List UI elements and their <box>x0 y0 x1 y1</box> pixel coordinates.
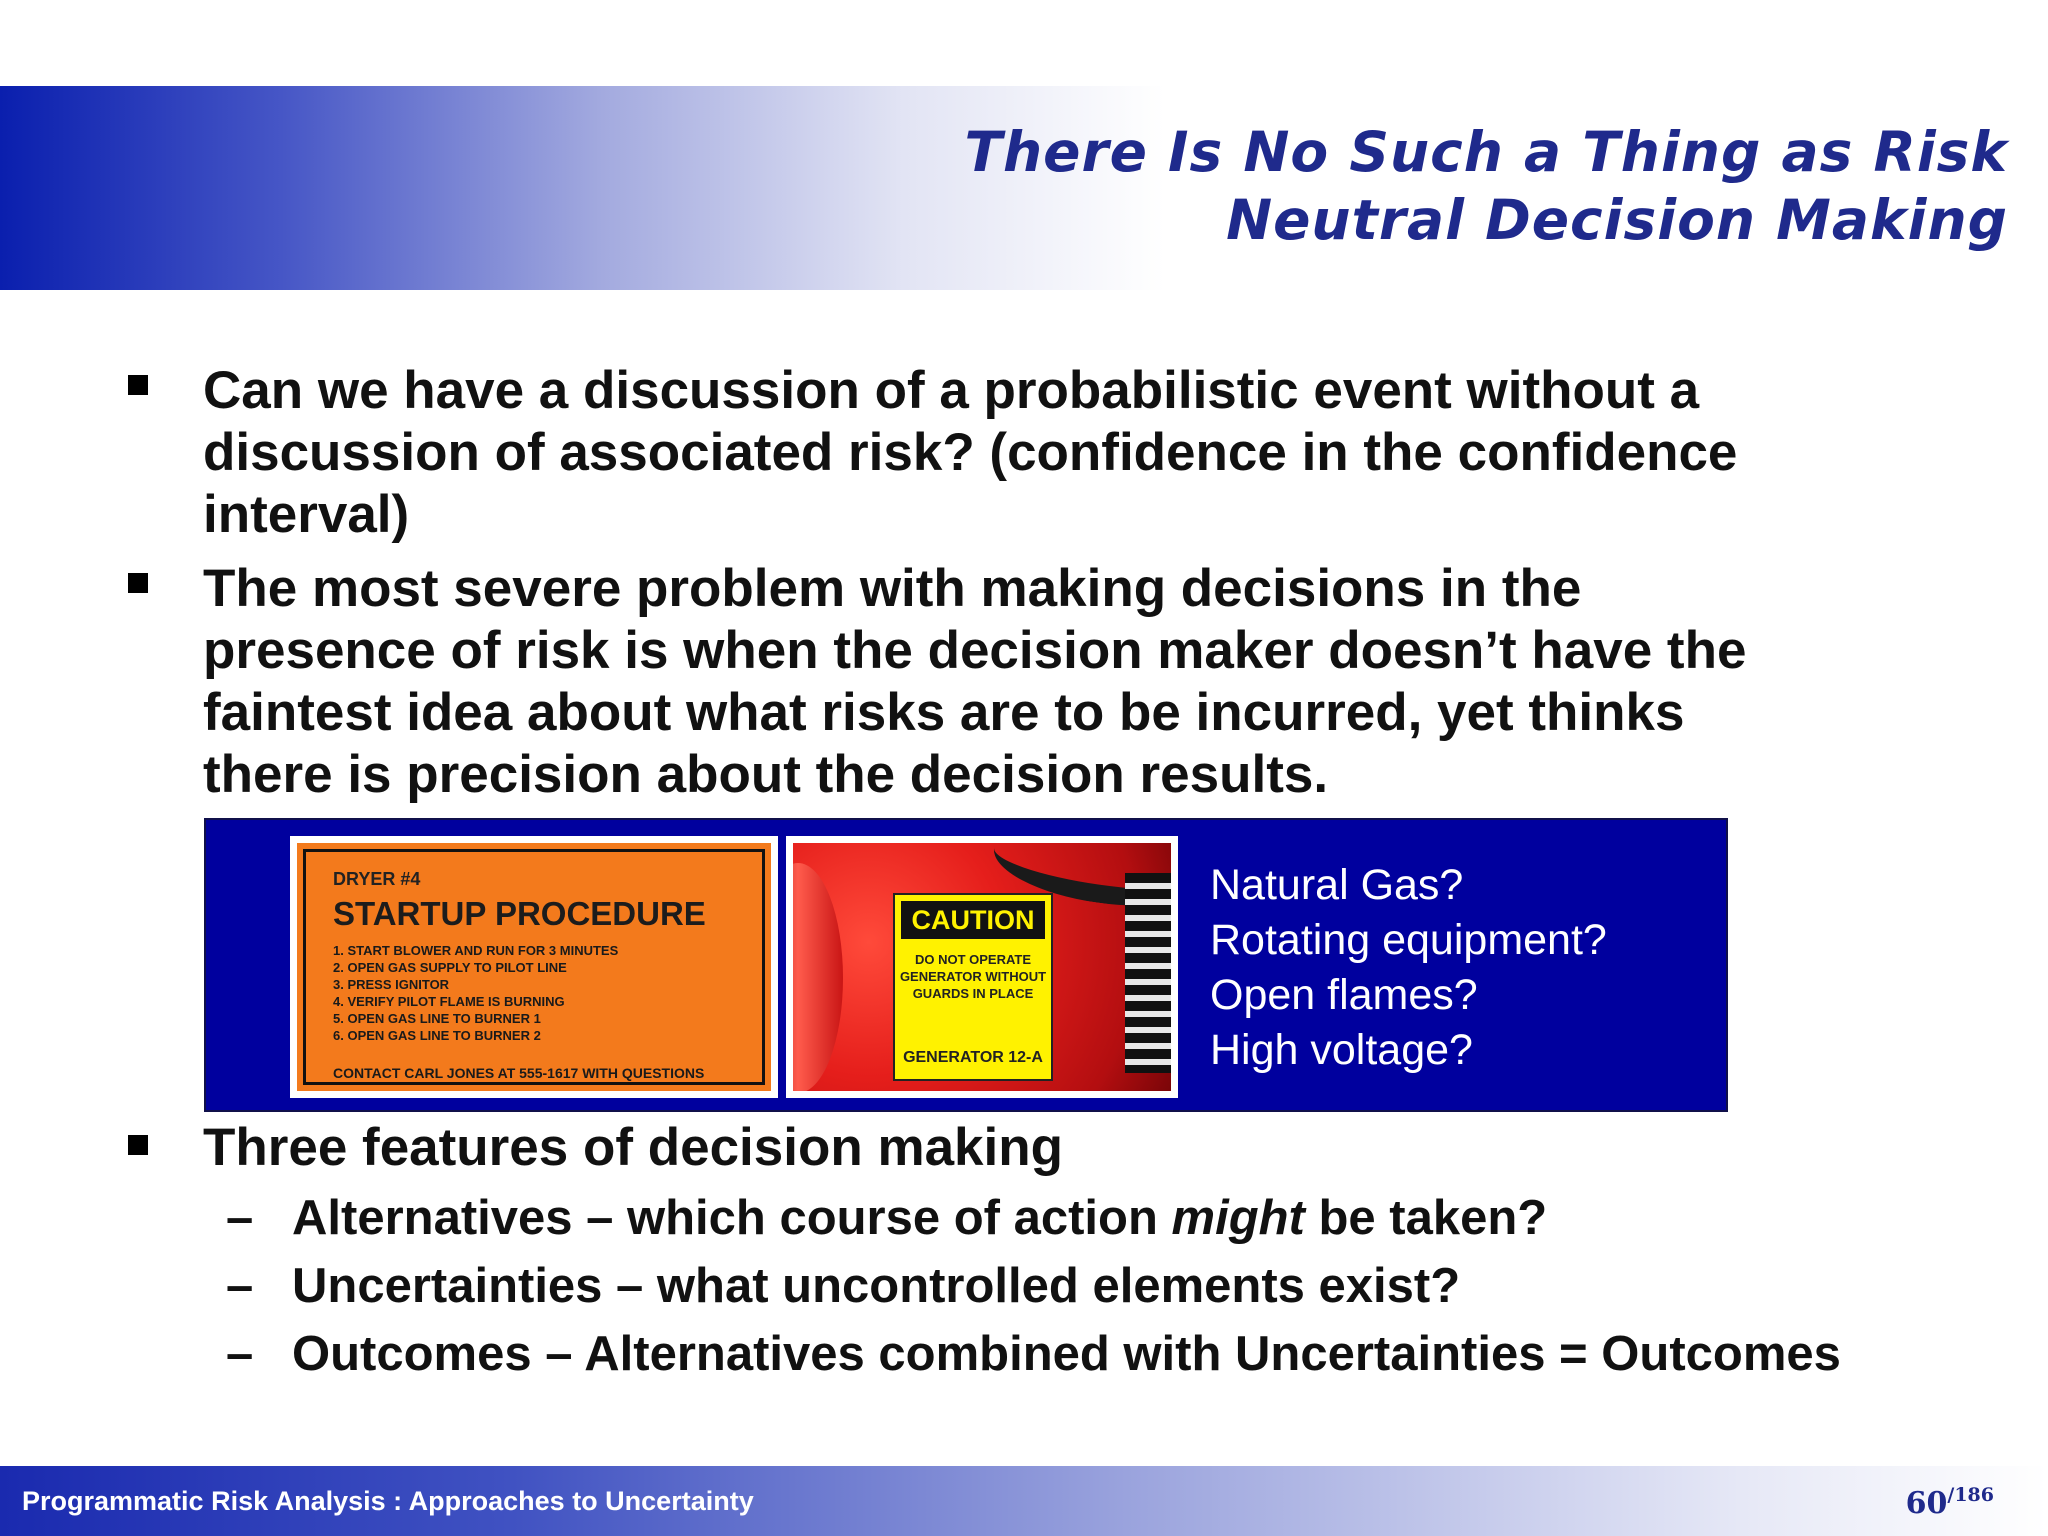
startup-procedure-sign-image <box>290 836 778 1098</box>
square-bullet-icon <box>128 1135 148 1155</box>
caution-body <box>899 951 1047 1002</box>
sub-bullet-text-part: Alternatives – which course of action <box>292 1191 1172 1245</box>
sub-bullet-text-part: be taken? <box>1304 1191 1548 1245</box>
caution-label <box>893 893 1053 1081</box>
bullet-line: The most severe problem with making decisions in the <box>203 559 1582 618</box>
sign-step: 3. PRESS IGNITOR <box>333 977 450 992</box>
sign-step: 6. OPEN GAS LINE TO BURNER 2 <box>333 1028 541 1043</box>
caution-body-line: GENERATOR WITHOUT <box>899 969 1047 984</box>
sign-step: 4. VERIFY PILOT FLAME IS BURNING <box>333 994 565 1009</box>
sign-step: 5. OPEN GAS LINE TO BURNER 1 <box>333 1011 541 1026</box>
bullet-line: presence of risk is when the decision maker doesn’t have the <box>203 621 1747 680</box>
bullet-text: Three features of decision making <box>203 1118 1064 1177</box>
sign-step: 2. OPEN GAS SUPPLY TO PILOT LINE <box>333 960 567 975</box>
hazard-question: High voltage? <box>1210 1026 1473 1074</box>
hazard-question: Open flames? <box>1210 971 1478 1019</box>
bullet-line: faintest idea about what risks are to be incurred, yet thinks <box>203 683 1685 742</box>
hazard-image-panel <box>204 818 1728 1112</box>
slide-title <box>708 118 2008 254</box>
square-bullet-icon <box>128 375 148 395</box>
bullet-line: discussion of associated risk? (confidence in the confidence <box>203 423 1738 482</box>
sub-bullet-text: Uncertainties – what uncontrolled elements exist? <box>292 1259 1461 1313</box>
sign-dryer-label: DRYER #4 <box>333 869 421 889</box>
dash-bullet-icon: – <box>226 1259 254 1313</box>
hazard-questions <box>1210 858 1607 1078</box>
sign-steps-list <box>333 942 618 1044</box>
sign-step: 1. START BLOWER AND RUN FOR 3 MINUTES <box>333 943 619 958</box>
sub-bullet-text: Outcomes – Alternatives combined with Uncertainties = Outcomes <box>292 1327 1841 1381</box>
generator-id: GENERATOR 12-A <box>903 1049 1043 1066</box>
page-current: 60 <box>1905 1486 1948 1521</box>
dash-bullet-icon: – <box>226 1327 254 1381</box>
sub-bullet-emphasis: might <box>1171 1191 1305 1245</box>
page-total: /186 <box>1947 1484 1994 1506</box>
hazard-question: Natural Gas? <box>1210 861 1464 909</box>
caution-body-line: GUARDS IN PLACE <box>912 986 1034 1001</box>
sign-contact: CONTACT CARL JONES AT 555-1617 WITH QUESTIONS <box>333 1065 705 1081</box>
sub-bullet-text <box>292 1188 1547 1248</box>
slide-title-line2: Neutral Decision Making <box>1226 188 2008 252</box>
generator-vent-shape <box>1125 873 1171 1073</box>
sign-background <box>297 843 771 1091</box>
sign-heading: STARTUP PROCEDURE <box>333 895 706 932</box>
bullet-line: Can we have a discussion of a probabilistic event without a <box>203 361 1700 420</box>
hazard-question: Rotating equipment? <box>1210 916 1607 964</box>
bullet-line: there is precision about the decision results. <box>203 745 1329 804</box>
square-bullet-icon <box>128 573 148 593</box>
page-number <box>1906 1486 1994 1521</box>
bullet-text <box>203 360 2003 546</box>
generator-rim-shape <box>793 863 843 1091</box>
generator-photo <box>793 843 1171 1091</box>
bullet-text <box>203 558 2003 806</box>
slide-title-line1: There Is No Such a Thing as Risk <box>964 120 2008 184</box>
bullet-line: interval) <box>203 485 410 544</box>
dash-bullet-icon: – <box>226 1191 254 1245</box>
footer-course-title: Programmatic Risk Analysis : Approaches to Uncertainty <box>22 1486 754 1516</box>
caution-body-line: DO NOT OPERATE <box>914 952 1032 967</box>
generator-caution-image <box>786 836 1178 1098</box>
caution-heading: CAUTION <box>901 901 1045 939</box>
